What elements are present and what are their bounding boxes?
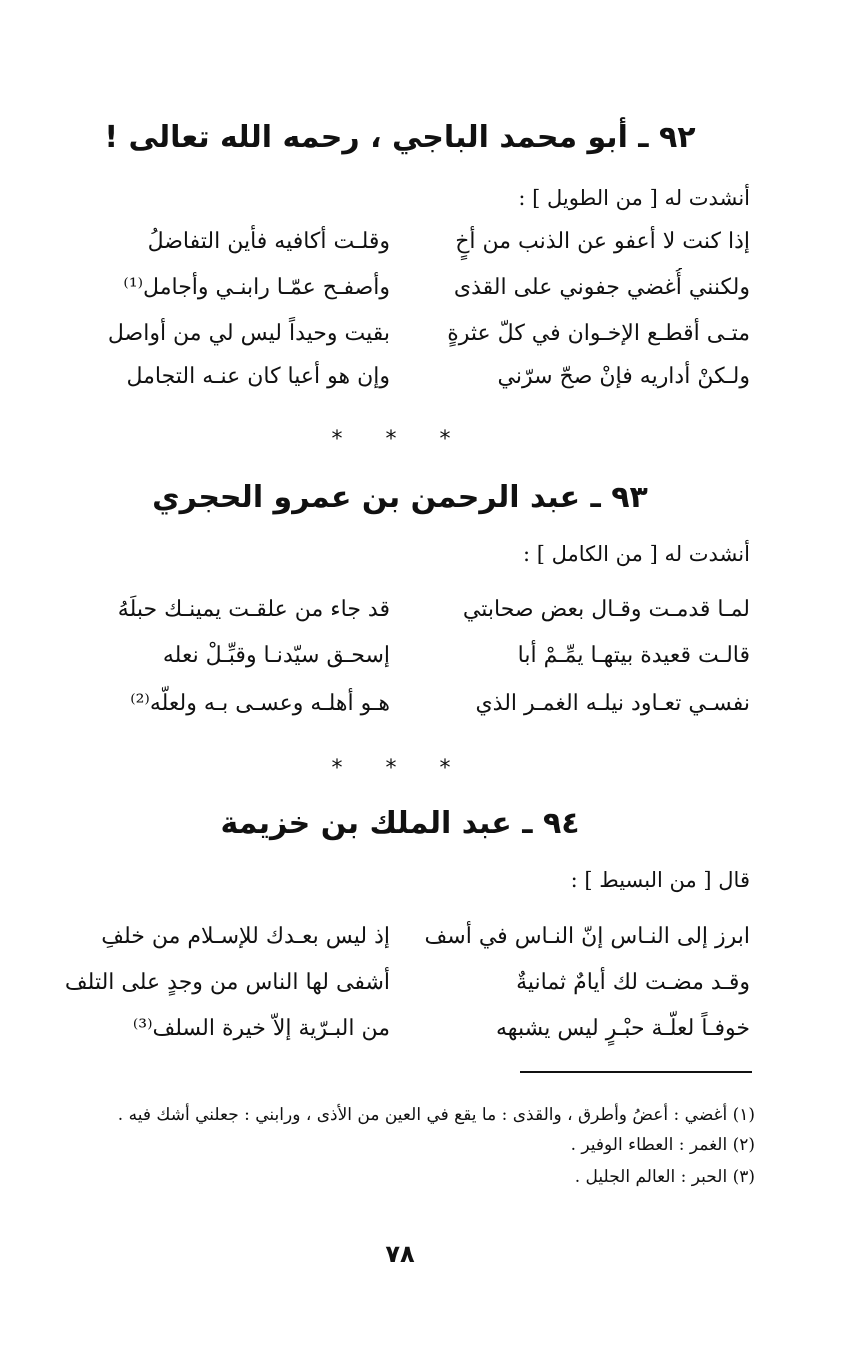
verse-row (50, 684, 750, 724)
section-intro-93: أنشدت له [ من الكامل ] : (523, 542, 750, 566)
verse-first-hemistich: لمـا قدمـت وقـال بعض صحابتي (462, 597, 750, 622)
section-separator: * * * (331, 427, 469, 452)
verse-first-hemistich: ابرز إلى النـاس إنّ النـاس في أسف (424, 924, 750, 949)
section-intro-94: قال [ من البسيط ] : (570, 868, 750, 892)
section-intro-92: أنشدت له [ من الطويل ] : (518, 186, 750, 210)
verse-second-hemistich: من البـرّية إلاّ خيرة السلف⁽³⁾ (132, 1016, 390, 1041)
verse-first-hemistich: إذا كنت لا أعفو عن الذنب من أخٍ (455, 229, 750, 254)
verse-second-hemistich: أشفى لها الناس من وجدٍ على التلف (64, 970, 390, 995)
verse-row (50, 314, 750, 354)
section-title-94: ٩٤ ـ عبد الملك بن خزيمة (220, 806, 580, 841)
verse-second-hemistich: إذ ليس بعـدك للإسـلام من خلفِ (101, 924, 390, 949)
verse-first-hemistich: ولكنني أُغضي جفوني على القذى (453, 275, 750, 300)
verse-first-hemistich: نفسـي تعـاود نيلـه الغمـر الذي (475, 691, 750, 716)
verse-second-hemistich: وأصفـح عمّـا رابنـي وأجامل⁽¹⁾ (123, 275, 390, 300)
verse-second-hemistich: إسحـق سيّدنـا وقبِّـلْ نعله (162, 643, 390, 668)
section-separator: * * * (331, 756, 469, 781)
footnote-2: (٢) الغمر : العطاء الوفير . (570, 1135, 755, 1155)
verse-row (50, 963, 750, 1003)
verse-row (50, 357, 750, 397)
section-title-92: ٩٢ ـ أبو محمد الباجي ، رحمه الله تعالى ! (104, 120, 696, 155)
verse-row (50, 268, 750, 308)
verse-row (50, 1009, 750, 1049)
verse-second-hemistich: قد جاء من علقـت يمينـك حبلَهُ (117, 597, 390, 622)
footnote-divider (520, 1071, 752, 1073)
section-title-93: ٩٣ ـ عبد الرحمن بن عمرو الحجري (152, 480, 648, 515)
footnote-1: (١) أغضي : أعضُ وأطرق ، والقذى : ما يقع في العين من الأذى ، ورابني : جعلني أشك فيه . (117, 1105, 755, 1125)
verse-row (50, 222, 750, 262)
verse-second-hemistich: وقلـت أكافيه فأين التفاضلُ (147, 229, 390, 254)
verse-first-hemistich: قالـت قعيدة بيتهـا يمِّـمْ أبا (517, 643, 750, 668)
verse-row (50, 917, 750, 957)
verse-second-hemistich: هـو أهلـه وعسـى بـه ولعلّه⁽²⁾ (130, 691, 390, 716)
verse-second-hemistich: وإن هو أعيا كان عنـه التجامل (126, 364, 390, 389)
page-number: ٧٨ (385, 1240, 415, 1268)
verse-first-hemistich: متـى أقطـع الإخـوان في كلّ عثرةٍ (447, 321, 750, 346)
footnote-3: (٣) الحبر : العالم الجليل . (574, 1167, 755, 1187)
verse-second-hemistich: بقيت وحيداً ليس لي من أواصل (107, 321, 390, 346)
verse-first-hemistich: خوفـاً لعلّـة حبْـرٍ ليس يشبهه (496, 1016, 750, 1041)
verse-first-hemistich: وقـد مضـت لك أيامٌ ثمانيةٌ (516, 970, 750, 995)
verse-row (50, 636, 750, 676)
verse-row (50, 590, 750, 630)
verse-first-hemistich: ولـكنْ أداريه فإنْ صحّ سرّني (497, 364, 750, 389)
